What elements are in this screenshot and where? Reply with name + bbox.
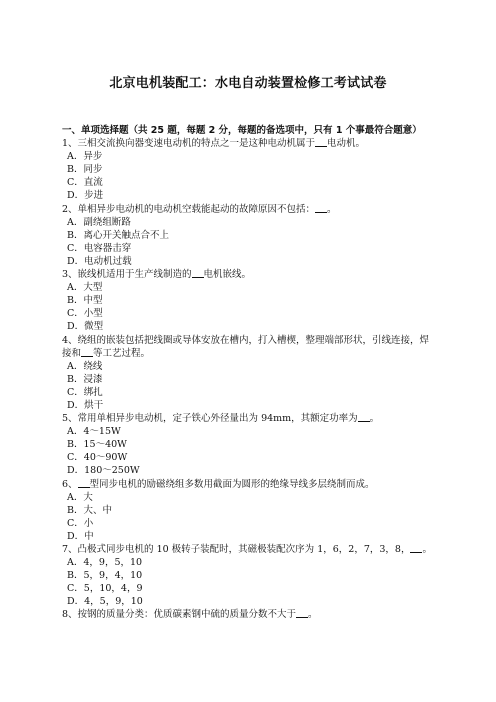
question-text: 5、常用单相异步电动机，定子铁心外径量出为 94mm，其额定功率为: [62, 413, 358, 425]
answer-blank: [358, 412, 370, 422]
question-stem: [62, 543, 434, 556]
answer-option: D．中: [67, 530, 94, 542]
answer-option: D．烘干: [67, 399, 104, 411]
answer-option: A．异步: [67, 151, 103, 163]
question-stem: [62, 268, 434, 281]
answer-blank: [81, 347, 93, 357]
question-text: 2、单相异步电动机的电动机空载能起动的故障原因不包括：: [62, 203, 316, 215]
answer-option: C．小: [67, 517, 94, 529]
answer-option: C．绑扎: [67, 386, 103, 398]
question-text-after: 。: [308, 609, 318, 621]
answer-option: C．电容器击穿: [67, 242, 132, 254]
question-list: [62, 137, 434, 621]
answer-option: B．15～40W: [67, 439, 127, 451]
answer-option: C．直流: [67, 177, 103, 189]
question-text-after: 等工艺过程。: [93, 347, 151, 359]
question-text: 4、绕组的嵌装包括把线圈或导体安放在槽内，打入槽楔，整理端部形状，引线连接，焊接和: [62, 334, 430, 359]
answer-option: C．5，10，4，9: [67, 583, 143, 595]
answer-option: A．4～15W: [67, 426, 121, 438]
answer-option: A．副绕组断路: [67, 216, 131, 228]
answer-option: B．5，9，4，10: [67, 570, 143, 582]
answer-option: A．大型: [67, 282, 103, 294]
question-text-after: 。: [327, 203, 337, 215]
answer-blank: [296, 608, 308, 618]
answer-option: D．180～250W: [67, 465, 140, 477]
answer-option: D．微型: [67, 321, 104, 333]
answer-option: D．电动机过载: [67, 255, 132, 267]
question-text-after: 。: [422, 544, 432, 555]
answer-option: C．小型: [67, 308, 103, 320]
answer-blank: [410, 543, 422, 553]
answer-blank: [192, 268, 204, 278]
answer-option: D．4，5，9，10: [67, 596, 143, 608]
answer-option: A．大: [67, 491, 93, 503]
question-stem: [62, 203, 434, 216]
answer-blank: [315, 203, 327, 213]
answer-option: B．离心开关触点合不上: [67, 229, 169, 241]
answer-option: D．步进: [67, 190, 104, 202]
question-stem: [62, 608, 434, 621]
question-stem: [62, 478, 434, 491]
answer-option: A．绕线: [67, 360, 103, 372]
question-text-after: 电机嵌线。: [203, 269, 252, 281]
question-text: 6、: [62, 478, 78, 490]
answer-option: C．40～90W: [67, 452, 128, 464]
question-stem: [62, 412, 434, 425]
question-stem: [62, 334, 434, 360]
answer-option: B．中型: [67, 295, 103, 307]
document-title: 北京电机装配工：水电自动装置检修工考试试卷: [109, 76, 387, 91]
question-text: 3、嵌线机适用于生产线制造的: [62, 269, 192, 281]
question-text-after: 电动机。: [327, 138, 366, 150]
question-text-after: 。: [369, 413, 380, 425]
answer-option: B．大、中: [67, 504, 112, 516]
answer-option: A．4，9，5，10: [67, 557, 143, 569]
question-text: 7、凸极式同步电机的 10 极转子装配时，其磁极装配次序为 1，6，2，7，3，8，: [62, 544, 411, 555]
answer-blank: [78, 478, 90, 488]
question-text: 1、三相交流换向器变速电动机的特点之一是这种电动机属于: [62, 138, 316, 150]
answer-blank: [315, 137, 327, 147]
answer-option: B．浸漆: [67, 373, 103, 385]
exam-content: [62, 124, 434, 622]
answer-option: B．同步: [67, 164, 103, 176]
question-stem: [62, 137, 434, 150]
question-text: 8、按钢的质量分类：优质碳素钢中硫的质量分数不大于: [62, 609, 297, 621]
question-text-after: 型同步电机的励磁绕组多数用截面为圆形的绝缘导线多层绕制而成。: [89, 478, 375, 490]
section-heading: 一、单项选择题（共 25 题，每题 2 分，每题的备选项中，只有 1 个事最符合题意）: [62, 125, 422, 136]
